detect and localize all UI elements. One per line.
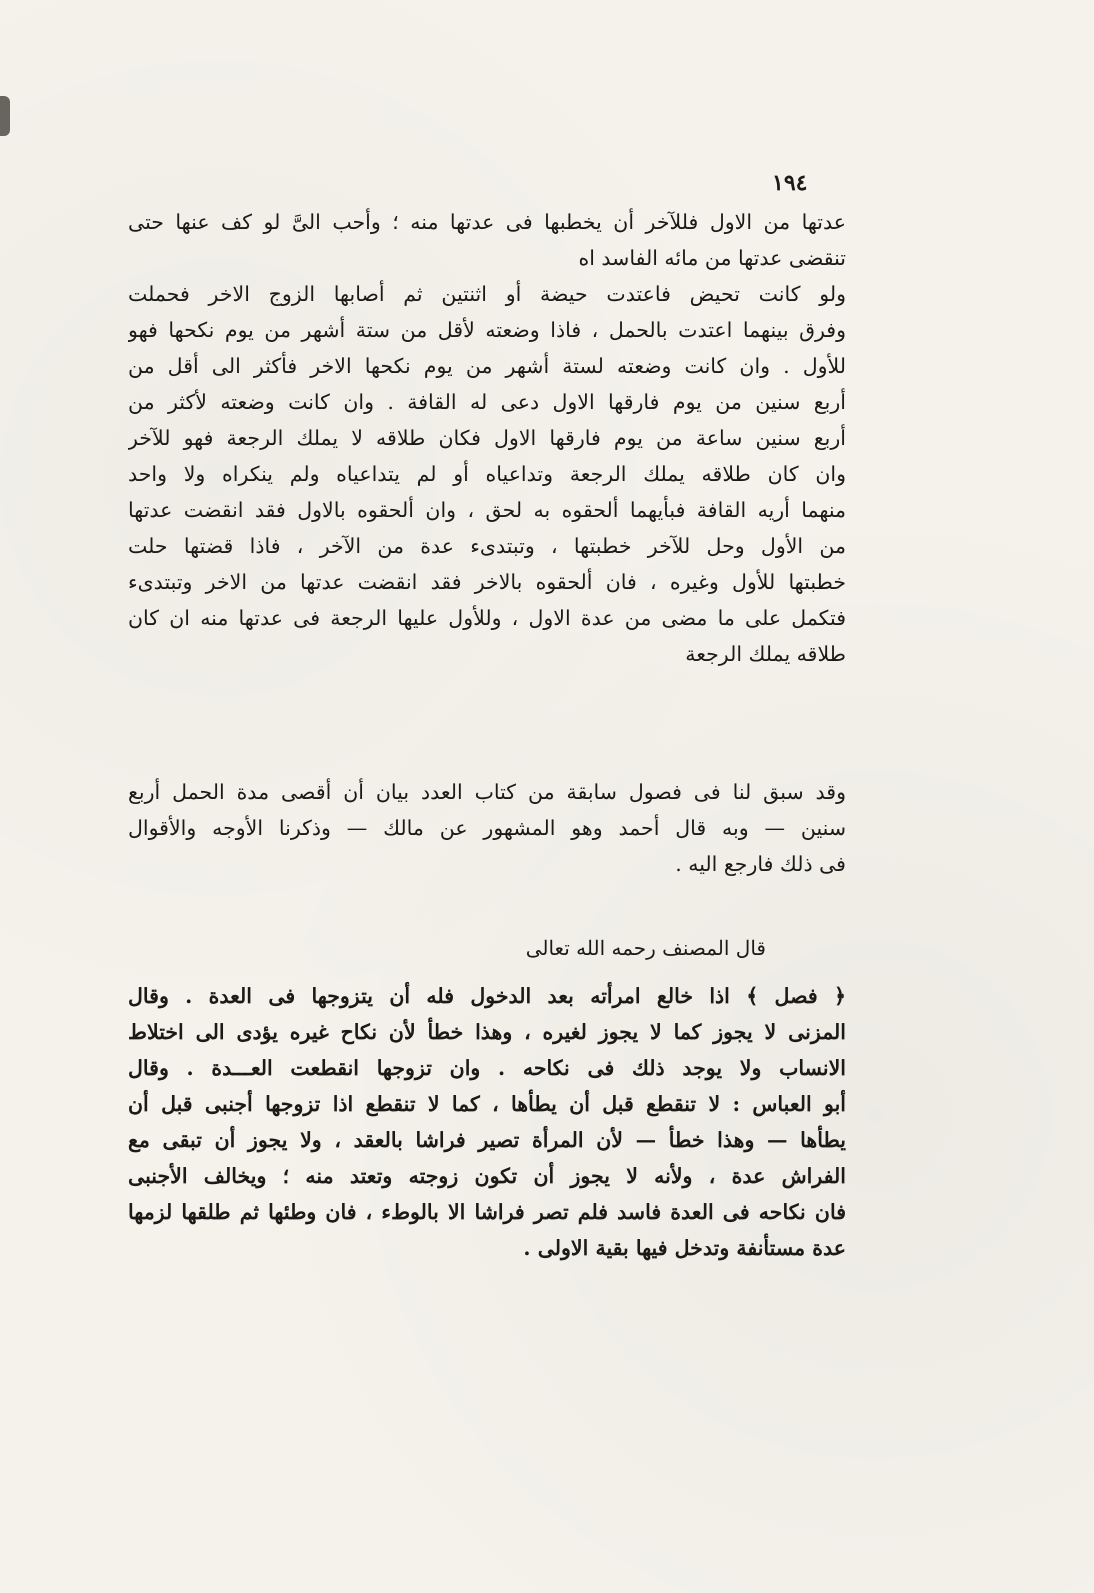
page-number: ١٩٤ <box>772 170 808 196</box>
text-line: عدتها من الاول فللآخر أن يخطبها فى عدتها منه ؛ وأحب الىَّ لو كف عنها حتى <box>128 210 846 234</box>
text-line: فتكمل على ما مضى من عدة الاول ، وللأول عليها الرجعة فى عدتها منه ان كان <box>128 606 846 630</box>
text-line: عدة مستأنفة وتدخل فيها بقية الاولى . <box>523 1236 846 1260</box>
text-line: منهما أريه القافة فبأيهما ألحقوه به لحق ، وان ألحقوه بالاول فقد انقضت عدتها <box>128 498 846 522</box>
paragraph-main <box>128 276 846 672</box>
text-line: تنقضى عدتها من مائه الفاسد اه <box>578 246 846 270</box>
text-line: خطبتها للأول وغيره ، فان ألحقوه بالاخر فقد انقضت عدتها من الاخر وتبتدىء <box>128 570 846 594</box>
paragraph-fasl <box>128 978 846 1266</box>
paragraph-continuation <box>128 204 846 276</box>
section-heading: قال المصنف رحمه الله تعالى <box>525 936 766 960</box>
text-line: وقد سبق لنا فى فصول سابقة من كتاب العدد بيان أن أقصى مدة الحمل أربع <box>128 780 846 804</box>
text-line: فى ذلك فارجع اليه . <box>675 852 846 876</box>
text-line: المزنى لا يجوز كما لا يجوز لغيره ، وهذا خطأ لأن نكاح غيره يؤدى الى اختلاط <box>128 1020 846 1044</box>
text-line: من الأول وحل للآخر خطبتها ، وتبتدىء عدة من الآخر ، فاذا قضتها حلت <box>128 534 846 558</box>
text-line: أربع سنين من يوم فارقها الاول دعى له القافة . وان كانت وضعته لأكثر من <box>128 390 846 414</box>
paragraph-note <box>128 774 846 882</box>
text-line: فان نكاحه فى العدة فاسد فلم تصر فراشا الا بالوطء ، فان وطئها ثم طلقها لزمها <box>128 1200 846 1224</box>
text-line: طلاقه يملك الرجعة <box>685 642 846 666</box>
text-line: أبو العباس : لا تنقطع قبل أن يطأها ، كما لا تنقطع اذا تزوجها أجنبى قبل أن <box>128 1092 846 1116</box>
text-line: الفراش عدة ، ولأنه لا يجوز أن تكون زوجته وتعتد منه ؛ ويخالف الأجنبى <box>128 1164 846 1188</box>
text-line: ولو كانت تحيض فاعتدت حيضة أو اثنتين ثم أصابها الزوج الاخر فحملت <box>128 282 846 306</box>
text-line: أربع سنين ساعة من يوم فارقها الاول فكان طلاقه لا يملك الرجعة فهو للآخر <box>128 426 846 450</box>
text-line: ﴿ فصل ﴾ اذا خالع امرأته بعد الدخول فله أن يتزوجها فى العدة . وقال <box>128 984 846 1008</box>
text-line: الانساب ولا يوجد ذلك فى نكاحه . وان تزوجها انقطعت العـــدة . وقال <box>128 1056 846 1080</box>
binding-edge-mark <box>0 96 10 136</box>
text-line: للأول . وان كانت وضعته لستة أشهر من يوم نكحها الاخر فأكثر الى أقل من <box>128 354 846 378</box>
text-line: وفرق بينهما اعتدت بالحمل ، فاذا وضعته لأقل من ستة أشهر من يوم نكحها فهو <box>128 318 846 342</box>
text-line: يطأها — وهذا خطأ — لأن المرأة تصير فراشا بالعقد ، ولا يجوز أن تبقى مع <box>128 1128 846 1152</box>
text-line: سنين — وبه قال أحمد وهو المشهور عن مالك — وذكرنا الأوجه والأقوال <box>128 816 846 840</box>
text-line: وان كان طلاقه يملك الرجعة وتداعياه أو لم يتداعياه ولم ينكراه ولا واحد <box>128 462 846 486</box>
section-heading-block <box>128 928 846 968</box>
